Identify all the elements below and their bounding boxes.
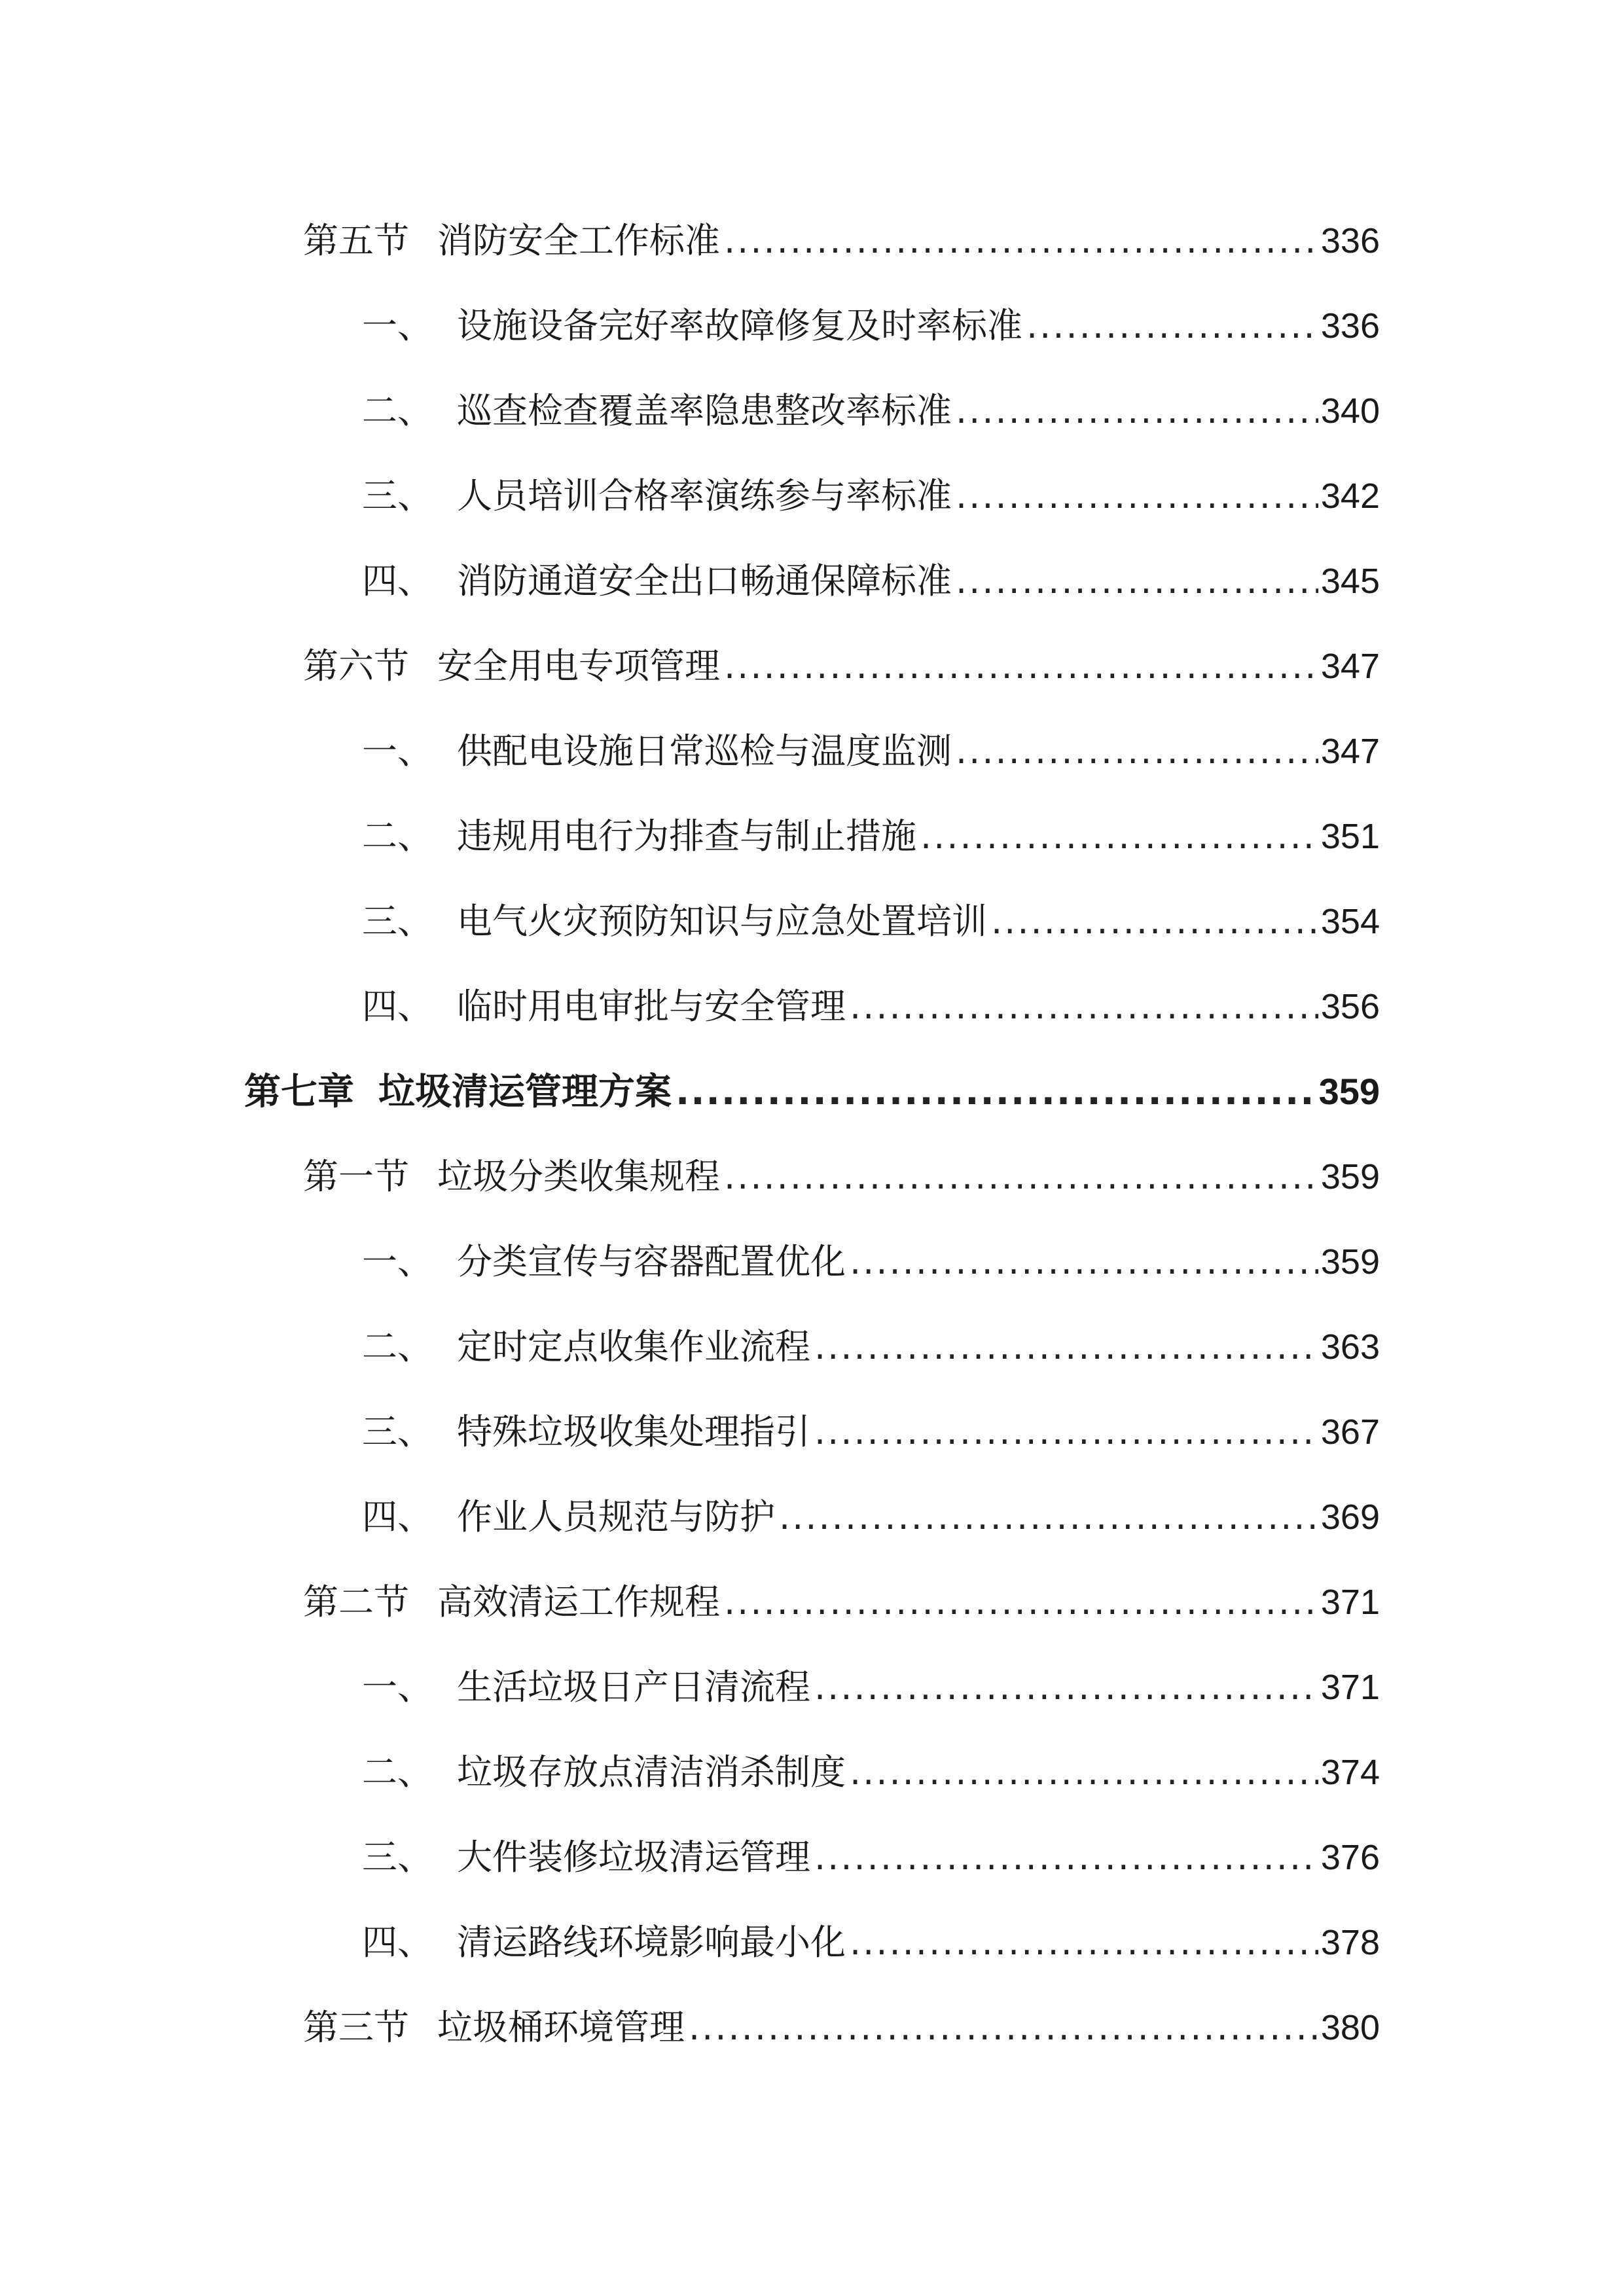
toc-entry[interactable] bbox=[362, 470, 1380, 522]
toc-entry-page: 351 bbox=[1320, 817, 1380, 856]
toc-entry-title: 生活垃圾日产日清流程 bbox=[457, 1666, 810, 1708]
toc-entry-page: 369 bbox=[1320, 1498, 1380, 1537]
toc-entry[interactable] bbox=[362, 980, 1380, 1033]
toc-entry[interactable] bbox=[303, 1151, 1380, 1203]
toc-entry-label: 一、 bbox=[362, 1241, 433, 1282]
toc-entry[interactable] bbox=[362, 725, 1380, 778]
toc-leader-dots bbox=[689, 2001, 1318, 2054]
toc-entry[interactable] bbox=[362, 1661, 1380, 1713]
toc-entry-title: 垃圾桶环境管理 bbox=[437, 2007, 685, 2048]
toc-entry[interactable] bbox=[362, 555, 1380, 607]
toc-entry[interactable] bbox=[362, 385, 1380, 437]
toc-leader-dots bbox=[779, 1491, 1318, 1543]
toc-leader-dots bbox=[814, 1321, 1318, 1373]
toc-leader-dots bbox=[850, 1916, 1318, 1969]
toc-leader-dots bbox=[724, 1576, 1318, 1628]
toc-leader-dots bbox=[1026, 300, 1318, 352]
toc-entry[interactable] bbox=[303, 215, 1380, 267]
toc-entry-title: 作业人员规范与防护 bbox=[457, 1496, 775, 1537]
toc-entry[interactable] bbox=[362, 1406, 1380, 1458]
toc-entry-label: 第七章 bbox=[244, 1071, 354, 1113]
toc-leader-dots bbox=[956, 470, 1318, 522]
toc-entry-label: 一、 bbox=[362, 730, 433, 772]
toc-entry-title: 高效清运工作规程 bbox=[437, 1581, 720, 1623]
toc-entry-title: 供配电设施日常巡检与温度监测 bbox=[457, 730, 952, 772]
toc-entry-title: 临时用电审批与安全管理 bbox=[457, 986, 846, 1027]
toc-leader-dots bbox=[814, 1661, 1318, 1713]
toc-entry-label: 二、 bbox=[362, 390, 433, 431]
toc-leader-dots bbox=[724, 215, 1318, 267]
toc-leader-dots bbox=[956, 725, 1318, 778]
toc-entry[interactable] bbox=[303, 1576, 1380, 1628]
toc-entry-title: 垃圾分类收集规程 bbox=[437, 1156, 720, 1197]
toc-entry[interactable] bbox=[362, 1746, 1380, 1799]
toc-entry-label: 四、 bbox=[362, 1922, 433, 1963]
toc-entry-page: 363 bbox=[1320, 1327, 1380, 1367]
toc-entry-title: 消防安全工作标准 bbox=[437, 220, 720, 261]
toc-entry-label: 第二节 bbox=[303, 1581, 409, 1623]
toc-entry-title: 安全用电专项管理 bbox=[437, 645, 720, 687]
toc-entry-page: 354 bbox=[1320, 902, 1380, 941]
toc-entry-page: 336 bbox=[1320, 306, 1380, 346]
toc-entry[interactable] bbox=[303, 640, 1380, 692]
toc-leader-dots bbox=[814, 1831, 1318, 1884]
toc-entry-page: 356 bbox=[1320, 987, 1380, 1026]
toc-entry-title: 特殊垃圾收集处理指引 bbox=[457, 1411, 810, 1452]
toc-entry-label: 一、 bbox=[362, 1666, 433, 1708]
toc-entry[interactable] bbox=[362, 1321, 1380, 1373]
toc-entry-label: 二、 bbox=[362, 1326, 433, 1367]
toc-entry-page: 359 bbox=[1320, 1242, 1380, 1282]
toc-entry-page: 371 bbox=[1320, 1668, 1380, 1707]
toc-leader-dots bbox=[956, 555, 1318, 607]
toc-entry-label: 四、 bbox=[362, 986, 433, 1027]
toc-entry-page: 340 bbox=[1320, 391, 1380, 431]
toc-leader-dots bbox=[850, 1236, 1318, 1288]
toc-entry-label: 二、 bbox=[362, 1751, 433, 1793]
toc-entry-page: 345 bbox=[1320, 562, 1380, 601]
toc-entry-label: 第一节 bbox=[303, 1156, 409, 1197]
toc-entry[interactable] bbox=[362, 1831, 1380, 1884]
toc-entry-title: 清运路线环境影响最小化 bbox=[457, 1922, 846, 1963]
toc-leader-dots bbox=[850, 980, 1318, 1033]
toc-entry-title: 电气火灾预防知识与应急处置培训 bbox=[457, 901, 987, 942]
toc-entry[interactable] bbox=[362, 1491, 1380, 1543]
toc-entry-title: 设施设备完好率故障修复及时率标准 bbox=[457, 305, 1022, 346]
toc-entry-page: 371 bbox=[1320, 1583, 1380, 1622]
toc-entry[interactable] bbox=[362, 810, 1380, 863]
toc-entry-page: 342 bbox=[1320, 476, 1380, 516]
toc-entry-title: 巡查检查覆盖率隐患整改率标准 bbox=[457, 390, 952, 431]
toc-entry[interactable] bbox=[362, 300, 1380, 352]
toc-entry-page: 347 bbox=[1320, 647, 1380, 686]
toc-entry-page: 359 bbox=[1318, 1071, 1380, 1112]
toc-leader-dots bbox=[676, 1066, 1316, 1119]
toc-entry-label: 第三节 bbox=[303, 2007, 409, 2048]
toc-entry-title: 分类宣传与容器配置优化 bbox=[457, 1241, 846, 1282]
toc-entry-label: 一、 bbox=[362, 305, 433, 346]
toc-entry-title: 人员培训合格率演练参与率标准 bbox=[457, 475, 952, 516]
toc-entry-label: 二、 bbox=[362, 816, 433, 857]
toc-entry-page: 378 bbox=[1320, 1923, 1380, 1962]
toc-entry-label: 第六节 bbox=[303, 645, 409, 687]
toc-leader-dots bbox=[724, 1151, 1318, 1203]
toc-entry-label: 三、 bbox=[362, 1837, 433, 1878]
toc-entry-label: 三、 bbox=[362, 901, 433, 942]
toc-entry-title: 消防通道安全出口畅通保障标准 bbox=[457, 560, 952, 601]
toc-entry[interactable] bbox=[362, 1236, 1380, 1288]
toc-entry-page: 336 bbox=[1320, 221, 1380, 260]
toc-chapter-entry[interactable] bbox=[244, 1066, 1380, 1118]
toc-entry-label: 第五节 bbox=[303, 220, 409, 261]
toc-entry-label: 三、 bbox=[362, 475, 433, 516]
toc-entry-page: 347 bbox=[1320, 732, 1380, 771]
toc-entry-page: 380 bbox=[1320, 2008, 1380, 2047]
toc-entry-label: 四、 bbox=[362, 560, 433, 601]
toc-entry-title: 大件装修垃圾清运管理 bbox=[457, 1837, 810, 1878]
toc-entry[interactable] bbox=[362, 1916, 1380, 1969]
toc-entry-page: 374 bbox=[1320, 1753, 1380, 1792]
toc-entry-page: 359 bbox=[1320, 1157, 1380, 1196]
toc-entry-label: 四、 bbox=[362, 1496, 433, 1537]
toc-entry-title: 垃圾存放点清洁消杀制度 bbox=[457, 1751, 846, 1793]
toc-entry[interactable] bbox=[362, 895, 1380, 948]
toc-entry-title: 违规用电行为排查与制止措施 bbox=[457, 816, 916, 857]
toc-entry-label: 三、 bbox=[362, 1411, 433, 1452]
toc-leader-dots bbox=[724, 640, 1318, 692]
toc-entry-title: 定时定点收集作业流程 bbox=[457, 1326, 810, 1367]
toc-leader-dots bbox=[956, 385, 1318, 437]
toc-leader-dots bbox=[991, 895, 1318, 948]
toc-entry-title: 垃圾清运管理方案 bbox=[378, 1071, 672, 1113]
toc-leader-dots bbox=[920, 810, 1318, 863]
toc-entry-page: 367 bbox=[1320, 1412, 1380, 1452]
toc-leader-dots bbox=[814, 1406, 1318, 1458]
toc-entry[interactable] bbox=[303, 2001, 1380, 2054]
toc-entry-page: 376 bbox=[1320, 1838, 1380, 1877]
toc-leader-dots bbox=[850, 1746, 1318, 1799]
